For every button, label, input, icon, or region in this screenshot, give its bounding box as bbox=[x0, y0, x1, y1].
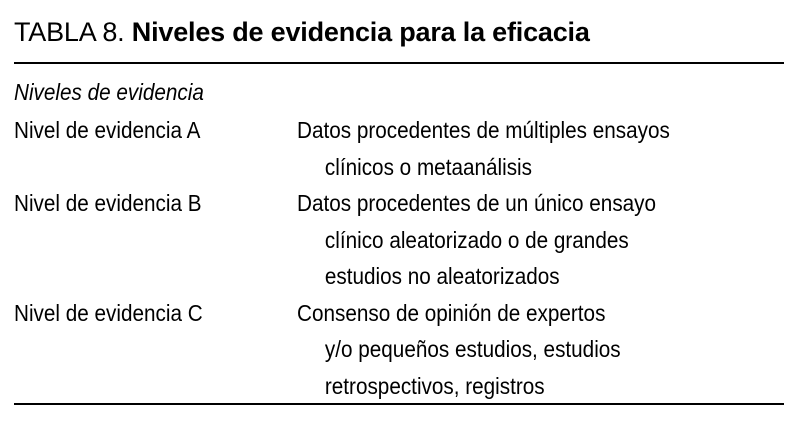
description-line: Datos procedentes de un único ensayo bbox=[297, 190, 657, 216]
description-line: clínico aleatorizado o de grandes bbox=[324, 226, 629, 253]
table-row-level-a bbox=[14, 112, 784, 185]
section-heading: Niveles de evidencia bbox=[14, 79, 204, 105]
description-line: clínicos o metaanálisis bbox=[324, 153, 532, 180]
row-label: Nivel de evidencia B bbox=[14, 190, 202, 216]
table-row-level-c bbox=[14, 295, 784, 405]
description-line: Consenso de opinión de expertos bbox=[297, 299, 606, 326]
bottom-rule bbox=[14, 403, 784, 405]
top-rule bbox=[14, 62, 784, 64]
row-label: Nivel de evidencia C bbox=[14, 299, 203, 326]
row-description bbox=[297, 112, 784, 185]
description-line: retrospectivos, registros bbox=[324, 372, 545, 399]
row-description bbox=[297, 185, 784, 295]
table-row-level-b bbox=[14, 185, 784, 295]
description-line: y/o pequeños estudios, estudios bbox=[324, 336, 621, 362]
row-description bbox=[297, 295, 784, 405]
description-line: Datos procedentes de múltiples ensayos bbox=[297, 117, 670, 143]
description-line: estudios no aleatorizados bbox=[324, 263, 560, 289]
table-number: TABLA 8. bbox=[14, 17, 125, 47]
row-label: Nivel de evidencia A bbox=[14, 117, 201, 143]
table-title-text: Niveles de evidencia para la eficacia bbox=[131, 17, 590, 47]
evidence-table-body bbox=[14, 112, 784, 404]
table-title bbox=[14, 14, 590, 50]
